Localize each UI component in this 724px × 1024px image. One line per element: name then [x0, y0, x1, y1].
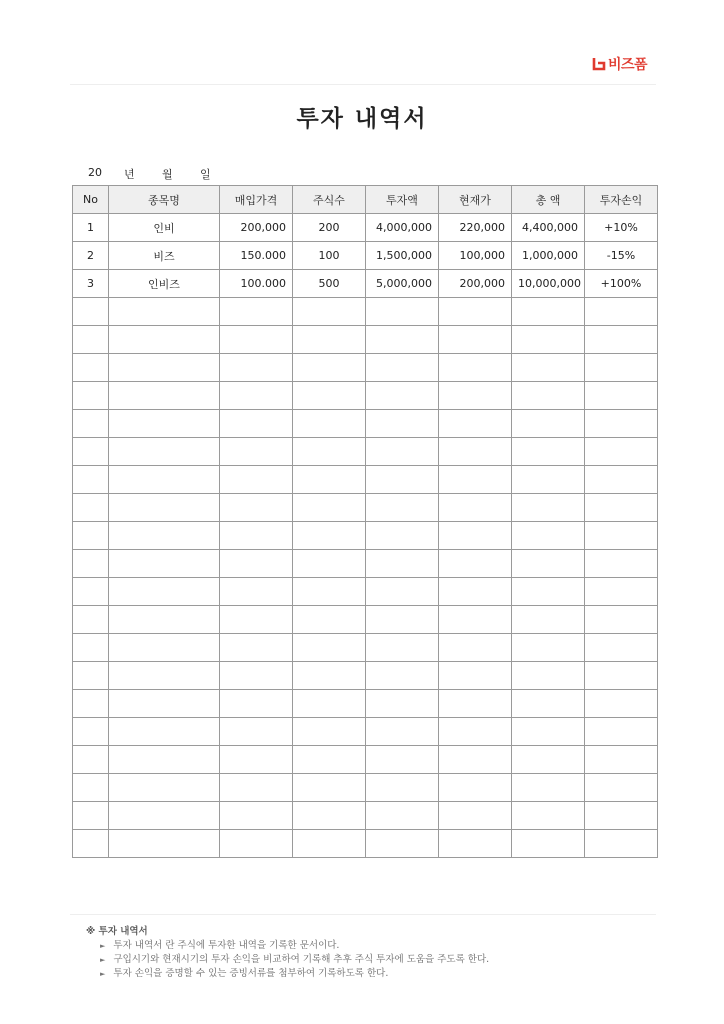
triangle-bullet-icon: ► — [100, 956, 106, 964]
cell-profit-loss — [585, 494, 658, 522]
cell-profit-loss — [585, 774, 658, 802]
cell-no — [73, 550, 109, 578]
cell-investment — [366, 718, 439, 746]
cell-current-price — [439, 410, 512, 438]
cell-shares: 100 — [293, 242, 366, 270]
header-investment: 투자액 — [366, 186, 439, 214]
cell-investment — [366, 298, 439, 326]
header-current-price: 현재가 — [439, 186, 512, 214]
cell-no — [73, 438, 109, 466]
cell-no — [73, 354, 109, 382]
table-row — [73, 214, 658, 242]
cell-no: 1 — [73, 214, 109, 242]
cell-current-price — [439, 382, 512, 410]
cell-purchase-price: 200,000 — [220, 214, 293, 242]
cell-stock-name — [109, 326, 220, 354]
cell-stock-name — [109, 634, 220, 662]
cell-stock-name — [109, 522, 220, 550]
cell-shares — [293, 382, 366, 410]
cell-investment — [366, 494, 439, 522]
cell-investment — [366, 410, 439, 438]
cell-no — [73, 690, 109, 718]
cell-current-price — [439, 494, 512, 522]
cell-total — [512, 578, 585, 606]
cell-current-price: 200,000 — [439, 270, 512, 298]
cell-investment: 5,000,000 — [366, 270, 439, 298]
table-row — [73, 830, 658, 858]
table-row — [73, 466, 658, 494]
cell-total — [512, 634, 585, 662]
table-row — [73, 242, 658, 270]
cell-profit-loss — [585, 326, 658, 354]
cell-purchase-price — [220, 578, 293, 606]
investment-table — [72, 185, 658, 858]
date-line — [88, 166, 211, 182]
header-total: 총 액 — [512, 186, 585, 214]
cell-purchase-price — [220, 354, 293, 382]
cell-current-price — [439, 326, 512, 354]
table-header-row — [73, 186, 658, 214]
table-row — [73, 774, 658, 802]
cell-stock-name — [109, 550, 220, 578]
cell-current-price: 220,000 — [439, 214, 512, 242]
cell-profit-loss: +100% — [585, 270, 658, 298]
table-row — [73, 326, 658, 354]
cell-purchase-price — [220, 410, 293, 438]
cell-no — [73, 606, 109, 634]
cell-investment — [366, 774, 439, 802]
table-row — [73, 494, 658, 522]
cell-shares — [293, 438, 366, 466]
cell-no — [73, 578, 109, 606]
cell-total — [512, 522, 585, 550]
cell-no — [73, 774, 109, 802]
cell-stock-name — [109, 298, 220, 326]
bizforms-logo — [592, 54, 647, 74]
cell-profit-loss: -15% — [585, 242, 658, 270]
cell-stock-name — [109, 830, 220, 858]
cell-shares — [293, 718, 366, 746]
cell-investment — [366, 326, 439, 354]
cell-purchase-price — [220, 466, 293, 494]
cell-no — [73, 326, 109, 354]
date-year-label: 년 — [124, 168, 135, 181]
cell-profit-loss — [585, 382, 658, 410]
note-text: 투자 내역서 란 주식에 투자한 내역을 기록한 문서이다. — [113, 940, 340, 951]
cell-no — [73, 382, 109, 410]
cell-shares — [293, 606, 366, 634]
table-row — [73, 354, 658, 382]
cell-stock-name — [109, 662, 220, 690]
cell-total: 1,000,000 — [512, 242, 585, 270]
cell-purchase-price — [220, 718, 293, 746]
cell-current-price — [439, 830, 512, 858]
note-text: 구입시기와 현재시기의 투자 손익을 비교하여 기록해 추후 주식 투자에 도움을 주도록 한다. — [113, 954, 490, 965]
cell-purchase-price — [220, 494, 293, 522]
cell-purchase-price — [220, 774, 293, 802]
cell-no — [73, 718, 109, 746]
cell-shares — [293, 354, 366, 382]
document-title: 투자 내역서 — [296, 106, 428, 132]
cell-current-price — [439, 550, 512, 578]
cell-investment — [366, 802, 439, 830]
cell-stock-name — [109, 774, 220, 802]
cell-current-price — [439, 438, 512, 466]
table-row — [73, 634, 658, 662]
cell-total — [512, 746, 585, 774]
cell-profit-loss — [585, 746, 658, 774]
cell-total — [512, 298, 585, 326]
cell-stock-name — [109, 578, 220, 606]
cell-total — [512, 438, 585, 466]
table-row — [73, 382, 658, 410]
note-item — [86, 939, 489, 953]
cell-no — [73, 410, 109, 438]
cell-no — [73, 466, 109, 494]
cell-current-price — [439, 634, 512, 662]
cell-shares — [293, 662, 366, 690]
cell-purchase-price — [220, 326, 293, 354]
cell-profit-loss — [585, 718, 658, 746]
cell-stock-name: 인비즈 — [109, 270, 220, 298]
table-row — [73, 718, 658, 746]
cell-total — [512, 382, 585, 410]
cell-current-price — [439, 466, 512, 494]
cell-shares — [293, 494, 366, 522]
cell-no: 3 — [73, 270, 109, 298]
cell-no: 2 — [73, 242, 109, 270]
cell-shares — [293, 410, 366, 438]
table-row — [73, 802, 658, 830]
note-item — [86, 967, 489, 981]
cell-shares — [293, 298, 366, 326]
cell-investment — [366, 382, 439, 410]
triangle-bullet-icon: ► — [100, 942, 106, 950]
cell-total — [512, 354, 585, 382]
table-row — [73, 690, 658, 718]
cell-shares — [293, 830, 366, 858]
header-stock-name: 종목명 — [109, 186, 220, 214]
cell-shares — [293, 746, 366, 774]
cell-stock-name — [109, 410, 220, 438]
cell-investment — [366, 690, 439, 718]
cell-profit-loss — [585, 802, 658, 830]
cell-purchase-price: 100.000 — [220, 270, 293, 298]
cell-stock-name — [109, 718, 220, 746]
cell-purchase-price — [220, 550, 293, 578]
cell-shares — [293, 634, 366, 662]
cell-shares — [293, 522, 366, 550]
cell-no — [73, 522, 109, 550]
cell-purchase-price — [220, 522, 293, 550]
cell-stock-name — [109, 494, 220, 522]
cell-profit-loss — [585, 550, 658, 578]
cell-total — [512, 606, 585, 634]
cell-shares — [293, 690, 366, 718]
cell-profit-loss — [585, 354, 658, 382]
cell-stock-name — [109, 606, 220, 634]
cell-profit-loss: +10% — [585, 214, 658, 242]
cell-total: 4,400,000 — [512, 214, 585, 242]
cell-investment — [366, 746, 439, 774]
cell-no — [73, 746, 109, 774]
top-divider — [70, 84, 656, 85]
logo-text: 비즈폼 — [608, 57, 648, 73]
notes-section — [86, 925, 489, 981]
cell-purchase-price — [220, 606, 293, 634]
cell-shares: 500 — [293, 270, 366, 298]
cell-investment — [366, 662, 439, 690]
cell-current-price — [439, 802, 512, 830]
notes-heading: ※ 투자 내역서 — [86, 926, 148, 937]
date-day-label: 일 — [200, 168, 211, 181]
cell-stock-name — [109, 746, 220, 774]
cell-investment: 1,500,000 — [366, 242, 439, 270]
cell-no — [73, 494, 109, 522]
cell-shares — [293, 326, 366, 354]
cell-no — [73, 662, 109, 690]
note-text: 투자 손익을 증명할 수 있는 증빙서류를 첨부하여 기록하도록 한다. — [113, 968, 389, 979]
bizforms-logo-icon — [592, 57, 606, 71]
cell-stock-name — [109, 802, 220, 830]
cell-profit-loss — [585, 466, 658, 494]
cell-total — [512, 690, 585, 718]
table-row — [73, 410, 658, 438]
cell-investment — [366, 606, 439, 634]
table-row — [73, 270, 658, 298]
cell-profit-loss — [585, 662, 658, 690]
cell-shares — [293, 550, 366, 578]
bottom-divider — [70, 914, 656, 915]
cell-purchase-price — [220, 830, 293, 858]
cell-purchase-price — [220, 690, 293, 718]
cell-profit-loss — [585, 830, 658, 858]
cell-total — [512, 830, 585, 858]
cell-profit-loss — [585, 522, 658, 550]
header-no: No — [73, 186, 109, 214]
cell-current-price — [439, 690, 512, 718]
cell-purchase-price — [220, 298, 293, 326]
cell-stock-name — [109, 354, 220, 382]
cell-investment — [366, 466, 439, 494]
table-row — [73, 578, 658, 606]
cell-investment — [366, 438, 439, 466]
cell-stock-name: 비즈 — [109, 242, 220, 270]
cell-current-price — [439, 746, 512, 774]
cell-purchase-price: 150.000 — [220, 242, 293, 270]
cell-no — [73, 830, 109, 858]
cell-current-price — [439, 606, 512, 634]
cell-no — [73, 298, 109, 326]
cell-purchase-price — [220, 438, 293, 466]
cell-shares — [293, 802, 366, 830]
cell-stock-name: 인비 — [109, 214, 220, 242]
date-year-prefix: 20 — [88, 166, 102, 179]
cell-profit-loss — [585, 634, 658, 662]
table-row — [73, 438, 658, 466]
cell-shares: 200 — [293, 214, 366, 242]
cell-shares — [293, 774, 366, 802]
table-row — [73, 298, 658, 326]
cell-stock-name — [109, 466, 220, 494]
cell-investment — [366, 550, 439, 578]
table-row — [73, 550, 658, 578]
cell-purchase-price — [220, 634, 293, 662]
cell-total — [512, 494, 585, 522]
cell-current-price — [439, 774, 512, 802]
cell-no — [73, 634, 109, 662]
cell-purchase-price — [220, 802, 293, 830]
cell-shares — [293, 578, 366, 606]
cell-stock-name — [109, 438, 220, 466]
cell-investment — [366, 354, 439, 382]
cell-total: 10,000,000 — [512, 270, 585, 298]
cell-investment: 4,000,000 — [366, 214, 439, 242]
cell-profit-loss — [585, 298, 658, 326]
cell-total — [512, 718, 585, 746]
cell-profit-loss — [585, 438, 658, 466]
cell-profit-loss — [585, 690, 658, 718]
triangle-bullet-icon: ► — [100, 970, 106, 978]
cell-investment — [366, 522, 439, 550]
cell-total — [512, 466, 585, 494]
cell-profit-loss — [585, 606, 658, 634]
note-item — [86, 953, 489, 967]
cell-investment — [366, 830, 439, 858]
cell-current-price — [439, 718, 512, 746]
header-purchase-price: 매입가격 — [220, 186, 293, 214]
cell-total — [512, 802, 585, 830]
cell-current-price — [439, 298, 512, 326]
cell-current-price: 100,000 — [439, 242, 512, 270]
table-row — [73, 522, 658, 550]
cell-shares — [293, 466, 366, 494]
cell-current-price — [439, 522, 512, 550]
cell-total — [512, 410, 585, 438]
cell-purchase-price — [220, 662, 293, 690]
cell-current-price — [439, 354, 512, 382]
cell-investment — [366, 634, 439, 662]
cell-investment — [366, 578, 439, 606]
cell-stock-name — [109, 382, 220, 410]
cell-current-price — [439, 662, 512, 690]
cell-purchase-price — [220, 746, 293, 774]
cell-total — [512, 774, 585, 802]
cell-purchase-price — [220, 382, 293, 410]
date-month-label: 월 — [162, 168, 173, 181]
table-row — [73, 746, 658, 774]
cell-profit-loss — [585, 410, 658, 438]
cell-no — [73, 802, 109, 830]
table-row — [73, 606, 658, 634]
cell-profit-loss — [585, 578, 658, 606]
table-row — [73, 662, 658, 690]
header-shares: 주식수 — [293, 186, 366, 214]
cell-stock-name — [109, 690, 220, 718]
cell-total — [512, 662, 585, 690]
cell-current-price — [439, 578, 512, 606]
cell-total — [512, 550, 585, 578]
cell-total — [512, 326, 585, 354]
header-profit-loss: 투자손익 — [585, 186, 658, 214]
